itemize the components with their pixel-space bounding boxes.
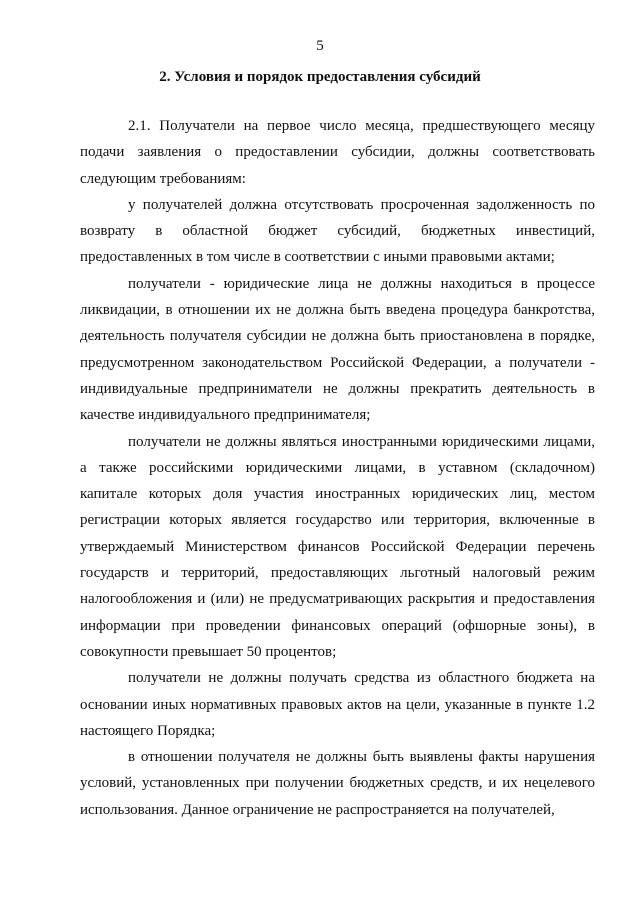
paragraph-liquidation-requirement: получатели - юридические лица не должны находиться в процессе ликвидации, в отношении их не должна быть введена процедура банкротства, деятельность получателя субсидии не должна быть приостановлена в порядке, предусмотренном законодательством Российской Федерации, а получатели - индивидуальные предприниматели не должны прекратить деятельность в качестве индивидуального предпринимателя; (80, 275, 595, 424)
paragraph-violations-requirement: в отношении получателя не должны быть выявлены факты нарушения условий, установленных при получении бюджетных средств, и их нецелевого использования. Данное ограничение не распространяется на получателей, (80, 749, 595, 818)
paragraph-debt-requirement: у получателей должна отсутствовать просроченная задолженность по возврату в областной бюджет субсидий, бюджетных инвестиций, предоставленных в том числе в соответствии с иными правовыми актами; (80, 196, 595, 266)
paragraph-2-1: 2.1. Получатели на первое число месяца, предшествующего месяцу подачи заявления о предоставлении субсидии, должны соответствовать следующим требованиям: (80, 118, 595, 187)
body-text (80, 113, 595, 823)
page-number: 5 (316, 38, 324, 54)
paragraph-other-funding-requirement: получатели не должны получать средства из областного бюджета на основании иных нормативных правовых актов на цели, указанные в пункте 1.2 настоящего Порядка; (80, 670, 595, 739)
paragraph-foreign-entities-requirement: получатели не должны являться иностранными юридическими лицами, а также российскими юридическими лицами, в уставном (складочном) капитале которых доля участия иностранных юридических лиц, местом регистрации которых является государство или территория, включенные в утверждаемый Министерством финансов Российской Федерации перечень государств и территорий, предоставляющих льготный налоговый режим налогообложения и (или) не предусматривающих раскрытия и предоставления информации при проведении финансовых операций (офшорные зоны), в совокупности превышает 50 процентов; (80, 433, 595, 660)
section-title: 2. Условия и порядок предоставления субсидий (159, 69, 481, 85)
